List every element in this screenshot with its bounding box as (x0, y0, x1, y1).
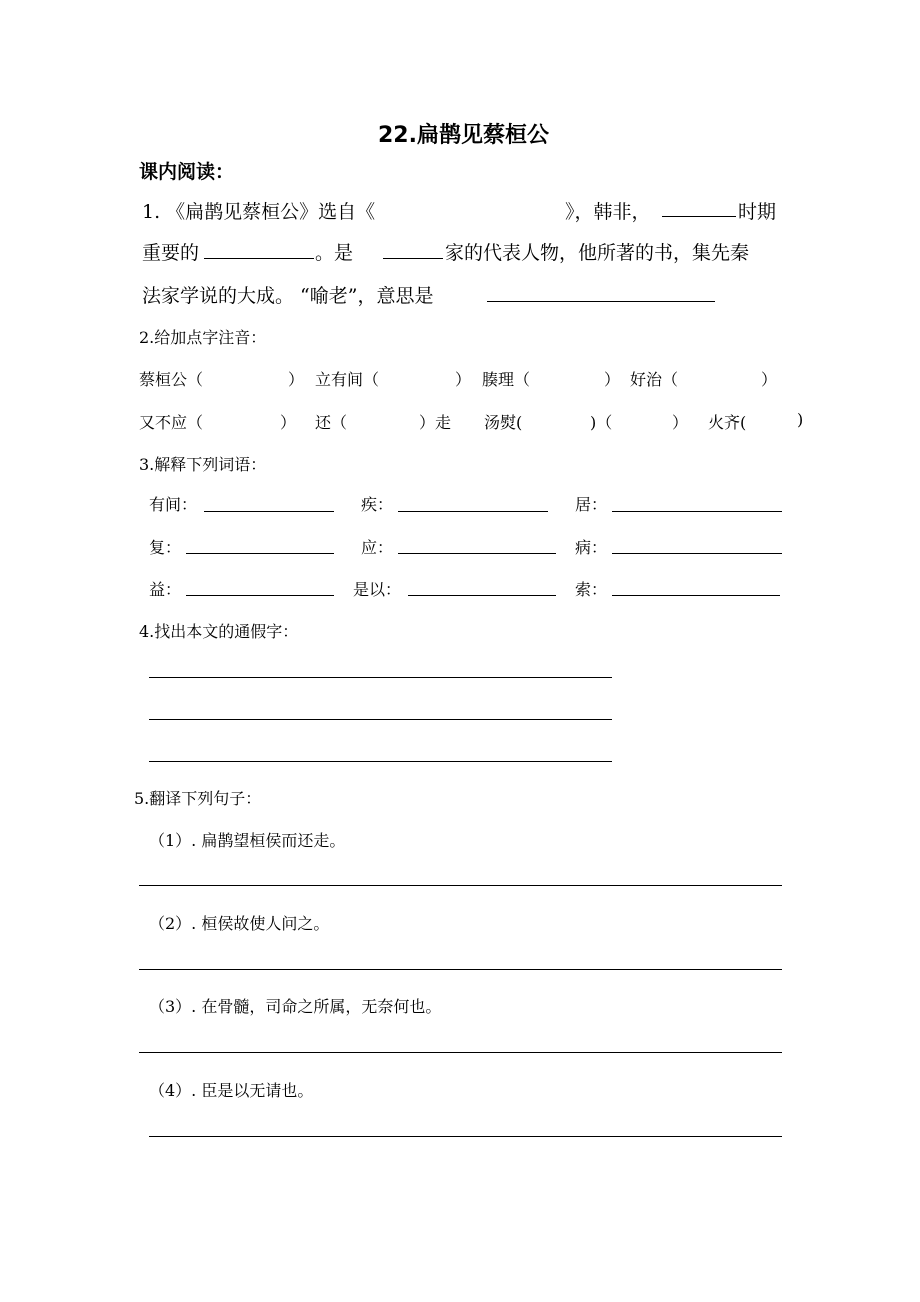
q3-answer-line[interactable] (186, 553, 334, 554)
q4-answer-line-2[interactable] (149, 719, 612, 720)
q2-item-open: 蔡桓公（ (139, 370, 204, 389)
q3-answer-line[interactable] (612, 511, 782, 512)
q1-text-3a: 法家学说的大成。 “喻老”，意思是 (142, 285, 434, 307)
q3-answer-line[interactable] (186, 595, 334, 596)
q3-heading: 3.解释下列词语： (139, 455, 267, 474)
q5-sentence-3: （3）. 在骨髓，司命之所属，无奈何也。 (149, 997, 442, 1016)
q3-term: 有间： (149, 495, 198, 514)
q2-item-close: ) (797, 410, 804, 429)
q2-item-open: 好治（ (630, 370, 679, 389)
q3-term: 应： (361, 538, 394, 557)
q1-text-1b: 》，韩非， (565, 201, 651, 223)
q4-answer-line-3[interactable] (149, 761, 612, 762)
q3-term: 是以： (353, 580, 402, 599)
q3-answer-line[interactable] (204, 511, 334, 512)
q2-item-open: 汤熨( (484, 413, 523, 432)
q2-item-close: ） (604, 370, 621, 389)
q4-heading: 4.找出本文的通假字： (139, 622, 299, 641)
q2-item-open: 又不应（ (139, 413, 204, 432)
q3-answer-line[interactable] (398, 511, 548, 512)
q1-text-1c: 时期 (738, 201, 777, 223)
q3-answer-line[interactable] (408, 595, 556, 596)
q2-item-open: 火齐( (708, 413, 747, 432)
q3-term: 病： (575, 538, 608, 557)
q3-term: 居： (575, 495, 608, 514)
page-title: 22.扁鹊见蔡桓公 (378, 123, 549, 148)
q2-item-close: ）走 (419, 413, 452, 432)
q3-answer-line[interactable] (612, 553, 782, 554)
q1-blank-meaning[interactable] (487, 301, 715, 302)
section-heading: 课内阅读： (139, 161, 235, 183)
q1-blank-school[interactable] (383, 258, 443, 259)
q2-item-open: 腠理（ (482, 370, 531, 389)
q2-item-close: ） (280, 413, 297, 432)
q5-answer-line-3[interactable] (139, 1052, 782, 1053)
q5-sentence-1: （1）. 扁鹊望桓侯而还走。 (149, 831, 346, 850)
q3-term: 复： (149, 538, 182, 557)
q5-heading: 5.翻译下列句子： (134, 789, 262, 808)
q5-sentence-4: （4）. 臣是以无请也。 (149, 1081, 314, 1100)
q4-answer-line-1[interactable] (149, 677, 612, 678)
q2-item-close: ） (761, 370, 778, 389)
q1-blank-era[interactable] (662, 216, 736, 217)
q5-sentence-2: （2）. 桓侯故使人问之。 (149, 914, 330, 933)
q3-term: 益： (149, 580, 182, 599)
q2-item-close: )（ (590, 413, 613, 432)
q5-answer-line-1[interactable] (139, 885, 782, 886)
q2-item-open: 还（ (315, 413, 348, 432)
q1-text-2b: 。是 (315, 242, 354, 264)
q5-answer-line-4[interactable] (149, 1136, 782, 1137)
q3-answer-line[interactable] (398, 553, 556, 554)
q3-term: 索： (575, 580, 608, 599)
q1-blank-role[interactable] (204, 258, 314, 259)
q2-item-close: ） (288, 370, 305, 389)
q1-text-1a: 1. 《扁鹊见蔡桓公》选自《 (142, 201, 376, 223)
q1-text-2c: 家的代表人物，他所著的书，集先秦 (445, 242, 750, 264)
q2-item-close: ） (455, 370, 472, 389)
q2-heading: 2.给加点字注音： (139, 328, 267, 347)
q3-answer-line[interactable] (612, 595, 780, 596)
q3-term: 疾： (361, 495, 394, 514)
q1-text-2a: 重要的 (142, 242, 200, 264)
q2-item-close: ） (672, 413, 689, 432)
q2-item-open: 立有间（ (315, 370, 380, 389)
q5-answer-line-2[interactable] (139, 969, 782, 970)
